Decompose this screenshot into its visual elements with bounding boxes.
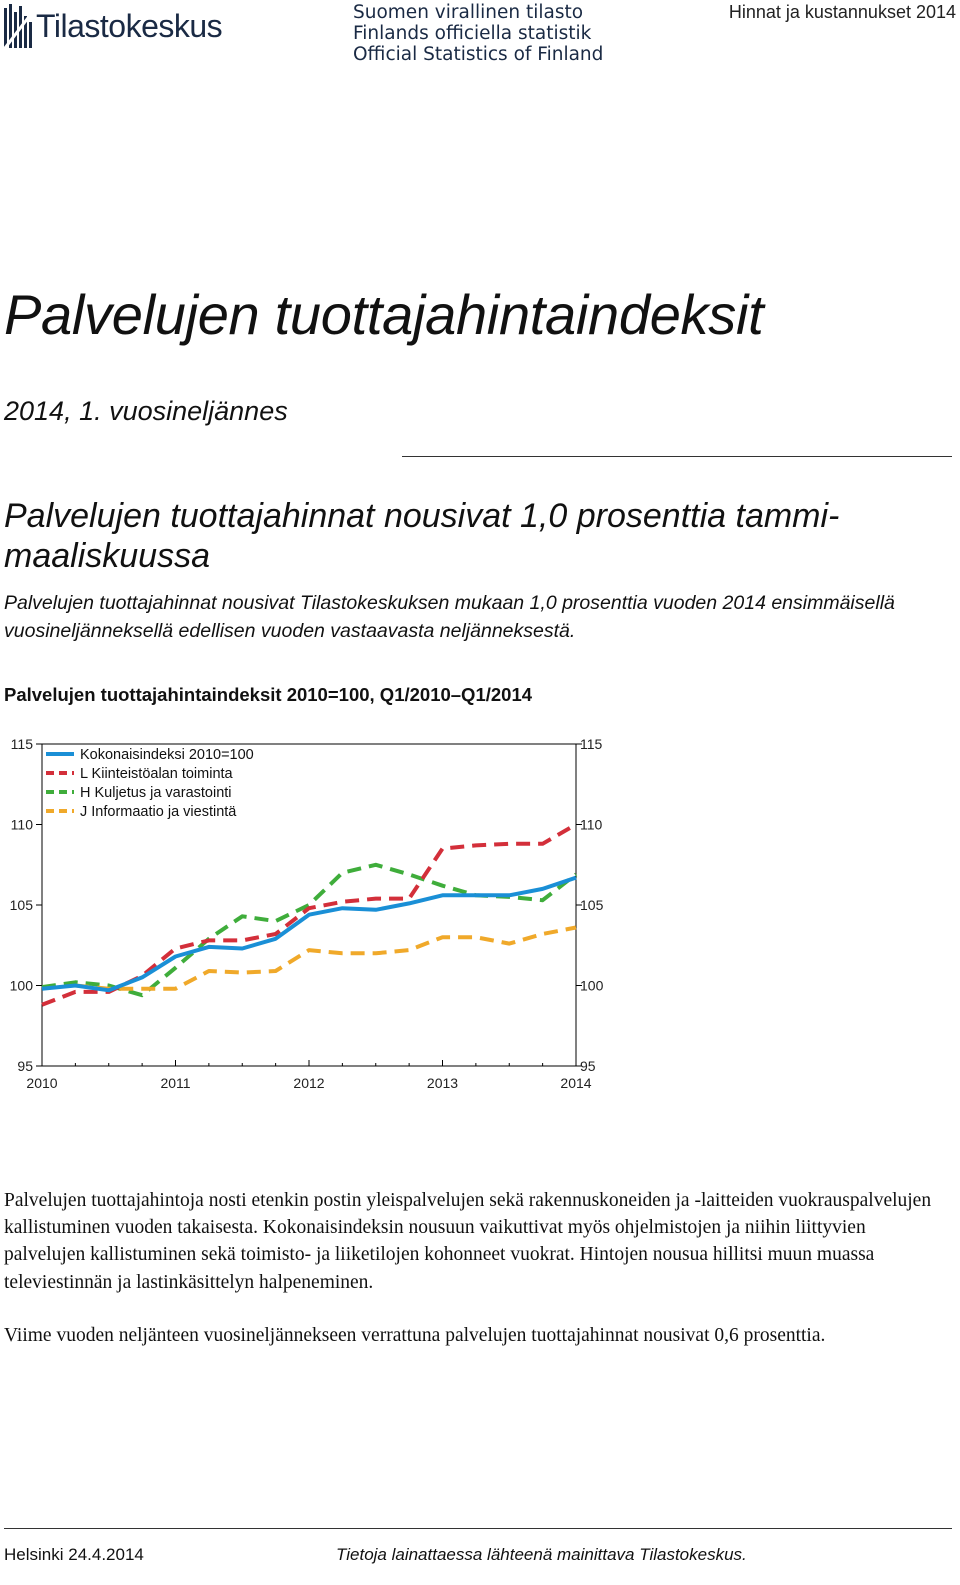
y-tick-label-left: 110 xyxy=(10,816,33,833)
footer-place-date: Helsinki 24.4.2014 xyxy=(4,1545,144,1564)
footer-divider xyxy=(4,1528,952,1529)
x-tick-label: 2014 xyxy=(560,1075,592,1091)
y-tick-label-right: 110 xyxy=(580,816,603,833)
chart-title: Palvelujen tuottajahintaindeksit 2010=100, Q1/2010–Q1/2014 xyxy=(4,684,533,705)
footer-citation: Tietoja lainattaessa lähteenä mainittava Tilastokeskus. xyxy=(336,1545,747,1564)
official-line-sv: Finlands officiella statistik xyxy=(353,23,592,44)
y-tick-label-right: 115 xyxy=(580,736,603,752)
chart-svg xyxy=(4,720,620,1120)
legend-label: H Kuljetus ja varastointi xyxy=(80,785,232,801)
logo-text: Tilastokeskus xyxy=(36,8,223,44)
x-tick-label: 2010 xyxy=(26,1075,58,1091)
legend-label: Kokonaisindeksi 2010=100 xyxy=(80,747,254,763)
y-tick-label-left: 95 xyxy=(17,1058,33,1074)
page-subtitle: 2014, 1. vuosineljännes xyxy=(4,396,288,426)
series-line-0 xyxy=(42,878,576,991)
price-index-chart xyxy=(4,720,620,1120)
y-tick-label-left: 105 xyxy=(9,897,33,913)
y-tick-label-left: 100 xyxy=(9,977,33,994)
official-statistics-label xyxy=(353,2,603,65)
series-line-2 xyxy=(42,865,576,995)
series-line-3 xyxy=(75,928,576,989)
y-tick-label-right: 105 xyxy=(580,897,604,913)
logo-bars-icon xyxy=(2,2,34,52)
x-tick-label: 2011 xyxy=(160,1075,191,1091)
legend-label: L Kiinteistöalan toiminta xyxy=(80,766,233,782)
x-tick-label: 2012 xyxy=(293,1075,325,1091)
body-paragraph-2: Viime vuoden neljänteen vuosineljännekseen verrattuna palvelujen tuottajahinnat nousivat 0,6 prosenttia. xyxy=(4,1325,826,1346)
divider xyxy=(402,456,952,457)
statistics-finland-logo xyxy=(2,2,237,54)
page-title: Palvelujen tuottajahintaindeksit xyxy=(4,283,764,346)
y-tick-label-right: 95 xyxy=(580,1058,596,1074)
official-line-en: Official Statistics of Finland xyxy=(353,44,604,65)
x-tick-label: 2013 xyxy=(426,1075,459,1091)
body-paragraph-1: Palvelujen tuottajahintoja nosti etenkin postin yleispalvelujen sekä rakennuskoneiden ja -laitteiden vuokrauspalvelujen kallistuminen vuoden takaisesta. Kokonaisindeksin nousuun vaikuttivat myös ohjelmistojen ja niihin liittyvien palvelujen kallistuminen sekä toimisto- ja liiketilojen kohonneet vuokrat. Hintojen nousua hillitsi muun muassa televiestinnän ja lastinkäsittelyn halpeneminen. xyxy=(4,1190,932,1293)
publication-series: Hinnat ja kustannukset 2014 xyxy=(728,2,956,22)
lead-paragraph: Palvelujen tuottajahinnat nousivat Tilastokeskuksen mukaan 1,0 prosenttia vuoden 2014 ensimmäisellä vuosineljänneksellä edellisen vuoden vastaavasta neljänneksestä. xyxy=(4,592,895,642)
headline: Palvelujen tuottajahinnat nousivat 1,0 prosenttia tammi-maaliskuussa xyxy=(4,497,840,575)
official-line-fi: Suomen virallinen tilasto xyxy=(353,2,584,23)
legend-label: J Informaatio ja viestintä xyxy=(80,804,237,820)
y-tick-label-right: 100 xyxy=(580,977,604,994)
y-tick-label-left: 115 xyxy=(10,736,33,752)
